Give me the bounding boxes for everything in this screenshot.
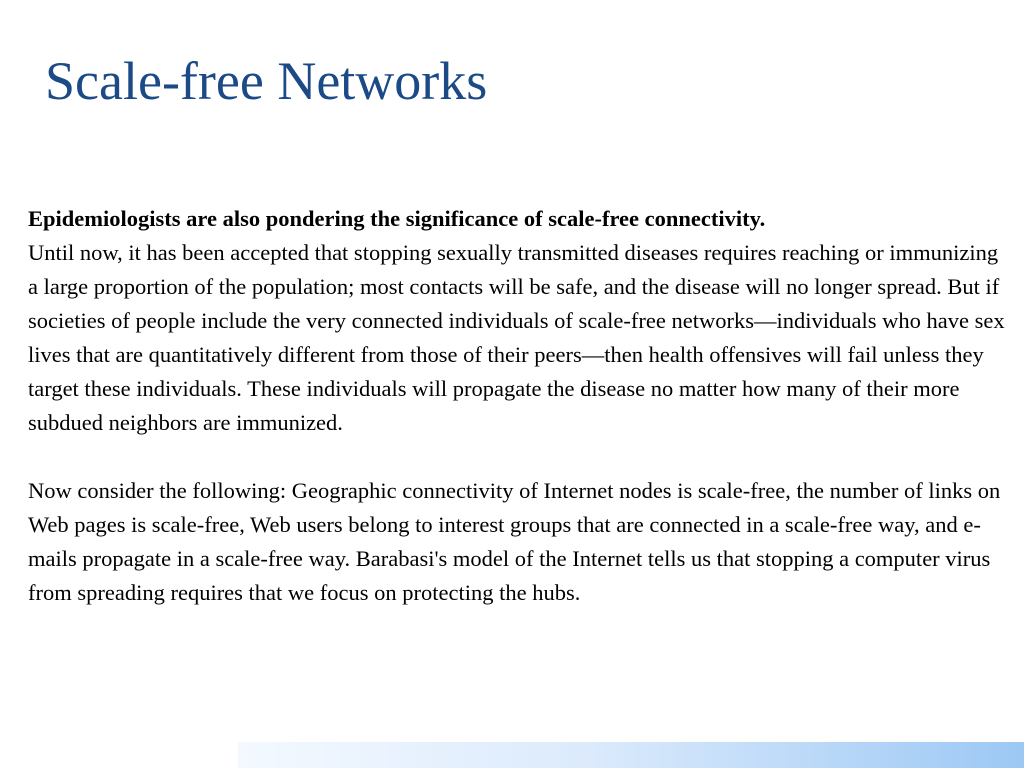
paragraph-2	[28, 474, 1013, 610]
slide-body	[28, 202, 1013, 610]
paragraph-1-lead: Epidemiologists are also pondering the significance of scale-free connectivity.	[28, 206, 766, 231]
paragraph-1	[28, 202, 1013, 440]
paragraph-1-text: Until now, it has been accepted that stopping sexually transmitted diseases requires reaching or immunizing a large proportion of the population; most contacts will be safe, and the disease will no longer spread. But if societies of people include the very connected individuals of scale-free networks—individuals who have sex lives that are quantitatively different from those of their peers—then health offensives will fail unless they target these individuals. These individuals will propagate the disease no matter how many of their more subdued neighbors are immunized.	[28, 240, 1005, 435]
paragraph-2-text: Now consider the following: Geographic connectivity of Internet nodes is scale-free, the number of links on Web pages is scale-free, Web users belong to interest groups that are connected in a scale-free way, and e-mails propagate in a scale-free way. Barabasi's model of the Internet tells us that stopping a computer virus from spreading requires that we focus on protecting the hubs.	[28, 478, 1001, 605]
slide-title: Scale-free Networks	[45, 51, 488, 111]
footer-gradient-band	[238, 742, 1024, 768]
